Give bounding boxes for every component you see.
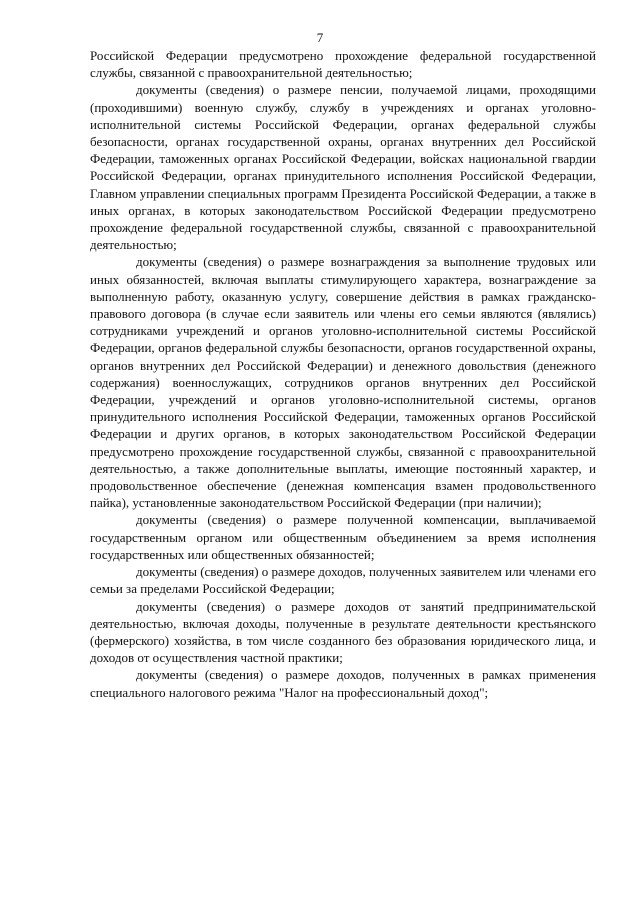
- page-number: 7: [316, 30, 324, 45]
- document-body: [90, 47, 596, 701]
- paragraph-3: документы (сведения) о размере вознаграждения за выполнение трудовых или иных обязанностей, включая выплаты стимулирующего характера, вознаграждение за выполненную работу, оказанную услугу, совершение действия в рамках гражданско-правового договора (в случае если заявитель или члены его семьи являются (являлись) сотрудниками учреждений и органов уголовно-исполнительной системы Российской Федерации, органов федеральной службы безопасности, органов государственной охраны, органов внутренних дел Российской Федерации) и денежного довольствия (денежного содержания) военнослужащих, сотрудников органов внутренних дел Российской Федерации, учреждений и органов уголовно-исполнительной системы, органов принудительного исполнения Российской Федерации, таможенных органов Российской Федерации и других органов, в которых законодательством Российской Федерации предусмотрено прохождение государственной службы, связанной с правоохранительной деятельностью, а также дополнительные выплаты, имеющие постоянный характер, и продовольственное обеспечение (денежная компенсация взамен продовольственного пайка), установленные законодательством Российской Федерации (при наличии);: [90, 254, 596, 511]
- paragraph-5: документы (сведения) о размере доходов, полученных заявителем или членами его семьи за пределами Российской Федерации;: [90, 564, 597, 597]
- paragraph-6: документы (сведения) о размере доходов от занятий предпринимательской деятельностью, включая доходы, полученные в результате деятельности крестьянского (фермерского) хозяйства, в том числе созданного без образования юридического лица, и доходов от осуществления частной практики;: [90, 598, 596, 666]
- paragraph-7: документы (сведения) о размере доходов, полученных в рамках применения специального налогового режима "Налог на профессиональный доход";: [90, 667, 596, 700]
- paragraph-4: документы (сведения) о размере полученной компенсации, выплачиваемой государственным органом или общественным объединением за время исполнения государственных или общественных обязанностей;: [90, 512, 596, 562]
- paragraph-1: Российской Федерации предусмотрено прохождение федеральной государственной службы, связанной с правоохранительной деятельностью;: [90, 48, 596, 81]
- paragraph-2: документы (сведения) о размере пенсии, получаемой лицами, проходящими (проходившими) военную службу, службу в учреждениях и органах уголовно-исполнительной системы Российской Федерации, органах федеральной службы безопасности, органах государственной охраны, органах внутренних дел Российской Федерации, таможенных органах Российской Федерации, войсках национальной гвардии Российской Федерации, органах принудительного исполнения Российской Федерации, Главном управлении специальных программ Президента Российской Федерации, а также в иных органах, в которых законодательством Российской Федерации предусмотрено прохождение федеральной государственной службы, связанной с правоохранительной деятельностью;: [90, 82, 596, 253]
